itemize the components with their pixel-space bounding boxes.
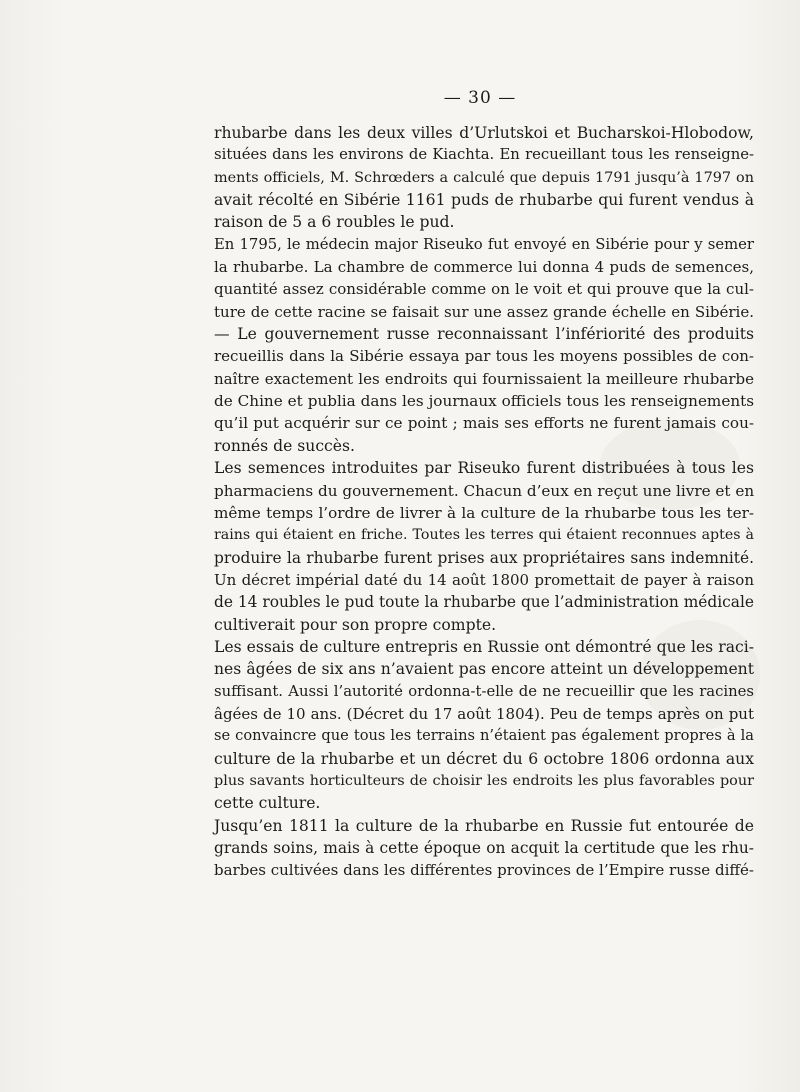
text-line: suffisant. Aussi l’autorité ordonna-t-elle de ne recueillir que les racines [214,682,754,700]
text-line: âgées de 10 ans. (Décret du 17 août 1804). Peu de temps après on put [214,704,754,723]
page-number: — 30 — [443,88,517,108]
text-line: se convaincre que tous les terrains n’étaient pas également propres à la [214,727,754,745]
text-line: quantité assez considérable comme on le voit et qui prouve que la cul- [214,280,754,299]
paragraph [214,457,754,636]
text-line: Jusqu’en 1811 la culture de la rhubarbe en Russie fut entourée de [214,816,754,835]
text-line: rains qui étaient en friche. Toutes les terres qui étaient reconnues aptes à [214,527,754,544]
text-line: culture de la rhubarbe et un décret du 6 octobre 1806 ordonna aux [214,749,754,768]
paragraph [214,636,754,815]
text-line: plus savants horticulteurs de choisir les endroits les plus favorables pour [214,772,754,789]
paragraph [214,234,754,457]
text-line: même temps l’ordre de livrer à la culture de la rhubarbe tous les ter- [214,503,754,522]
text-line: — Le gouvernement russe reconnaissant l’infériorité des produits [214,325,754,344]
body-text [214,122,754,882]
text-line: cultiverait pour son propre compte. [214,615,497,634]
text-line: de Chine et publia dans les journaux officiels tous les renseignements [214,392,754,411]
text-line: grands soins, mais à cette époque on acquit la certitude que les rhu- [214,839,754,857]
text-line: raison de 5 a 6 roubles le pud. [214,213,455,232]
paragraph [214,122,754,234]
text-line: cette culture. [214,794,321,813]
text-line: rhubarbe dans les deux villes d’Urlutskoi et Bucharskoi-Hlobodow, [214,124,754,142]
text-line: la rhubarbe. La chambre de commerce lui donna 4 puds de semences, [214,258,754,277]
text-line: Les semences introduites par Riseuko furent distribuées à tous les [214,459,754,478]
text-line: Les essais de culture entrepris en Russie ont démontré que les raci- [214,637,754,656]
text-line: En 1795, le médecin major Riseuko fut envoyé en Sibérie pour y semer [214,235,754,253]
text-line: avait récolté en Sibérie 1161 puds de rhubarbe qui furent vendus à [214,191,754,210]
text-line: de 14 roubles le pud toute la rhubarbe que l’administration médicale [214,593,754,612]
text-line: qu’il put acquérir sur ce point ; mais ses efforts ne furent jamais cou- [214,414,754,433]
text-line: pharmaciens du gouvernement. Chacun d’eux en reçut une livre et en [214,481,755,500]
text-line: ments officiels, M. Schrœders a calculé que depuis 1791 jusqu’à 1797 on [214,169,754,186]
text-line: naître exactement les endroits qui fournissaient la meilleure rhubarbe [214,369,754,388]
text-line: ronnés de succès. [214,436,355,455]
text-line: situées dans les environs de Kiachta. En recueillant tous les renseigne- [214,146,754,164]
text-line: nes âgées de six ans n’avaient pas encore atteint un développement [214,660,754,679]
text-line: barbes cultivées dans les différentes provinces de l’Empire russe diffé- [214,861,754,880]
text-line: recueillis dans la Sibérie essaya par tous les moyens possibles de con- [214,347,754,366]
paragraph [214,815,754,882]
text-line: Un décret impérial daté du 14 août 1800 promettait de payer à raison [214,570,754,589]
text-line: ture de cette racine se faisait sur une assez grande échelle en Sibérie. [214,302,754,321]
text-line: produire la rhubarbe furent prises aux propriétaires sans indemnité. [214,548,754,567]
